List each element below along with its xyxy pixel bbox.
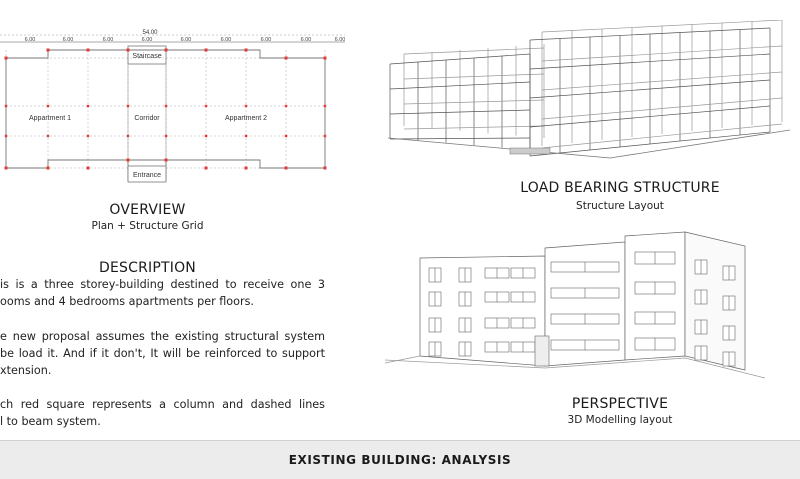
column-markers [5, 49, 327, 170]
frame-beam [390, 138, 530, 139]
column-marker [324, 135, 326, 137]
overview-title: OVERVIEW [109, 202, 186, 218]
structure-subtitle: Structure Layout [576, 200, 664, 212]
column-marker [5, 105, 7, 107]
column-marker [324, 57, 327, 60]
column-marker [165, 105, 167, 107]
structure-base [388, 130, 790, 158]
description-line: ch red square represents a column and dashed lines [0, 398, 325, 411]
column-marker [324, 105, 326, 107]
column-marker [165, 49, 168, 52]
entrance-door [535, 336, 549, 366]
column-marker [5, 135, 7, 137]
bay-dimension-label: 6.00 [260, 37, 272, 43]
dimension-line [0, 35, 345, 42]
bay-dimension-label: 6.00 [334, 37, 345, 43]
total-dimension-label: 54.00 [142, 30, 158, 36]
description-line: ooms and 4 bedrooms apartments per floors. [0, 295, 254, 308]
perspective-subtitle: 3D Modelling layout [567, 414, 673, 426]
room-label-staircase: Staircase [132, 53, 162, 60]
column-marker [245, 49, 248, 52]
column-marker [245, 105, 247, 107]
bay-dimension-label: 6.00 [141, 37, 153, 43]
column-marker [205, 167, 208, 170]
bay-dimension-label: 6.00 [24, 37, 36, 43]
column-marker [285, 135, 287, 137]
bay-dimension-label: 6.00 [220, 37, 232, 43]
frame-beam-back [404, 48, 544, 54]
column-marker [205, 49, 208, 52]
column-marker [245, 135, 247, 137]
structure-stair-base [510, 148, 550, 154]
floor-plan-drawing [0, 28, 345, 188]
description-line: be load it. And if it don't, It will be reinforced to support [0, 347, 325, 360]
column-marker [127, 135, 129, 137]
column-marker [47, 135, 49, 137]
room-label-corridor: Corridor [134, 115, 160, 122]
column-marker [87, 167, 90, 170]
column-marker [285, 105, 287, 107]
column-marker [127, 159, 130, 162]
description-line: xtension. [0, 364, 52, 377]
room-label-entrance: Entrance [132, 172, 162, 179]
description-title: DESCRIPTION [99, 260, 196, 276]
column-marker [47, 167, 50, 170]
column-marker [87, 135, 89, 137]
structure-frame-drawing [380, 20, 800, 170]
overview-subtitle: Plan + Structure Grid [91, 220, 204, 232]
room-label-apartment-1: Appartment 1 [28, 115, 72, 122]
bay-dimension-label: 6.00 [62, 37, 74, 43]
column-marker [245, 167, 248, 170]
description-line: is is a three storey-building destined to receive one 3 [0, 278, 325, 291]
footer-bar [0, 440, 800, 479]
bay-dimension-label: 6.00 [300, 37, 312, 43]
description-line: e new proposal assumes the existing structural system [0, 330, 325, 343]
column-marker [127, 49, 130, 52]
perspective-title: PERSPECTIVE [571, 396, 669, 412]
structure-title: LOAD BEARING STRUCTURE [520, 180, 720, 196]
column-marker [285, 57, 288, 60]
bay-dimension-label: 6.00 [180, 37, 192, 43]
column-marker [165, 135, 167, 137]
column-marker [87, 105, 89, 107]
description-line: l to beam system. [0, 415, 101, 428]
right-side-wall [685, 232, 745, 370]
description-paragraph [0, 396, 325, 430]
column-marker [127, 105, 129, 107]
footer-title: EXISTING BUILDING: ANALYSIS [288, 453, 512, 467]
bay-dimension-label: 6.00 [102, 37, 114, 43]
column-marker [47, 49, 50, 52]
column-marker [165, 159, 168, 162]
column-marker [324, 167, 327, 170]
room-label-apartment-2: Appartment 2 [224, 115, 268, 122]
column-marker [285, 167, 288, 170]
column-marker [5, 167, 8, 170]
column-marker [205, 105, 207, 107]
perspective-shadow [385, 356, 420, 363]
column-marker [205, 135, 207, 137]
column-marker [5, 57, 8, 60]
column-marker [87, 49, 90, 52]
description-paragraph [0, 328, 325, 379]
column-marker [47, 105, 49, 107]
perspective-building-drawing [385, 228, 800, 396]
structure-grid-lines [6, 50, 325, 168]
description-paragraph [0, 276, 325, 310]
